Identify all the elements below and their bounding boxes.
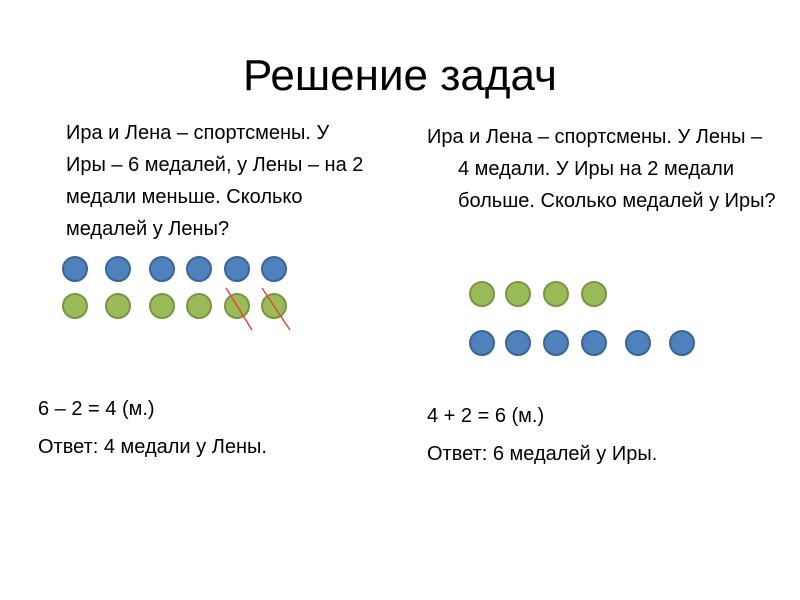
left-answer: Ответ: 4 медали у Лены. [38, 436, 267, 458]
left-green-medals [63, 294, 286, 318]
right-answer: Ответ: 6 медалей у Иры. [427, 443, 658, 465]
left-blue-medal [106, 257, 130, 281]
right-problem-text: Ира и Лена – спортсмены. У Лены – 4 медали. У Иры на 2 медали больше. Сколько медалей у Иры? [427, 126, 776, 212]
strike-line [226, 288, 252, 330]
left-blue-medals [63, 257, 286, 281]
left-blue-medal [150, 257, 174, 281]
left-blue-medal [63, 257, 87, 281]
right-green-medal [582, 282, 606, 306]
right-solution [427, 397, 657, 473]
left-green-medal [106, 294, 130, 318]
right-blue-medal [626, 331, 650, 355]
right-green-medal [506, 282, 530, 306]
left-blue-medal [262, 257, 286, 281]
left-green-medal [63, 294, 87, 318]
left-green-medal [225, 294, 249, 318]
right-green-medals [470, 282, 606, 306]
left-green-medal [262, 294, 286, 318]
left-solution [38, 390, 267, 466]
left-equation: 6 – 2 = 4 (м.) [38, 398, 155, 420]
right-blue-medals [470, 331, 694, 355]
left-green-medal [187, 294, 211, 318]
left-problem-text: Ира и Лена – спортсмены. У Иры – 6 медалей, у Лены – на 2 медали меньше. Сколько медалей у Лены? [66, 122, 364, 240]
right-blue-medal [470, 331, 494, 355]
right-green-medal [544, 282, 568, 306]
right-green-medal [470, 282, 494, 306]
right-blue-medal [582, 331, 606, 355]
left-blue-medal [225, 257, 249, 281]
left-strike-lines [226, 288, 290, 330]
right-equation: 4 + 2 = 6 (м.) [427, 405, 545, 427]
right-blue-medal [506, 331, 530, 355]
left-green-medal [150, 294, 174, 318]
left-blue-medal [187, 257, 211, 281]
slide-title: Решение задач [243, 51, 557, 100]
strike-line [262, 288, 290, 330]
right-blue-medal [670, 331, 694, 355]
right-blue-medal [544, 331, 568, 355]
